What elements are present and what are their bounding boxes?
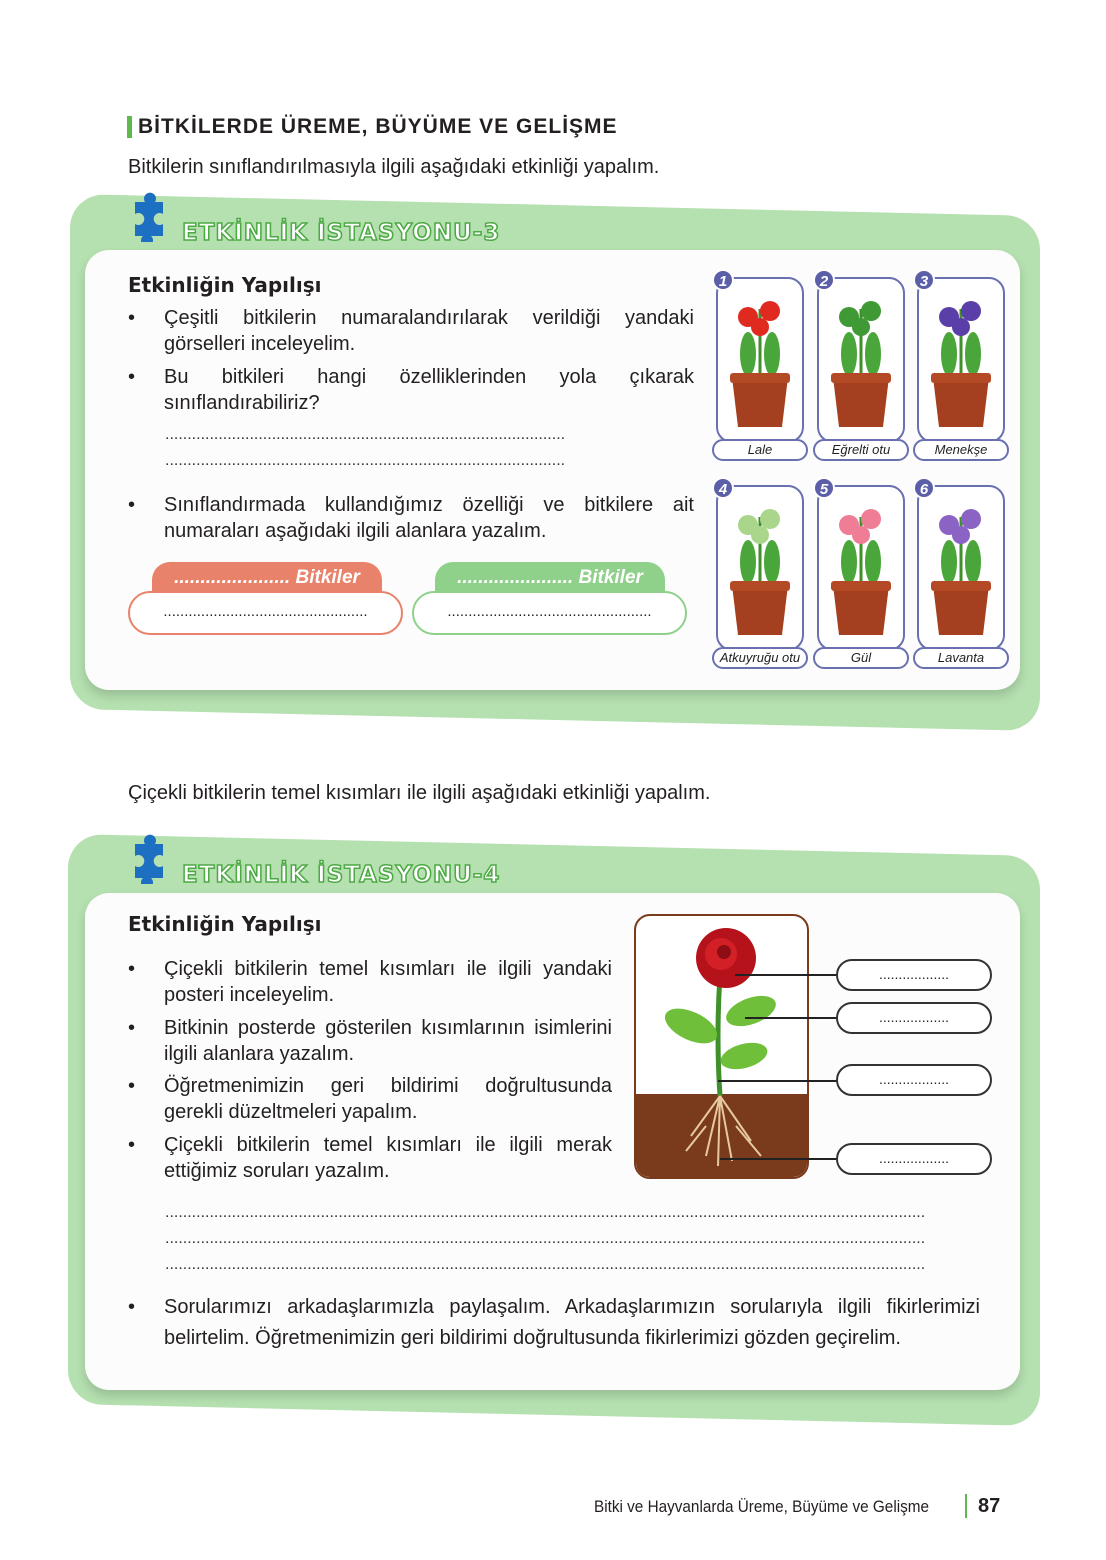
plant-pot-illustration (718, 279, 802, 439)
station3-title: ETKİNLİK İSTASYONU-3 (182, 220, 501, 246)
plant-number: 1 (712, 269, 734, 291)
bullet: • Bitkinin posterde gösterilen kısımlarının isimlerini ilgili alanlara yazalım. (128, 1015, 612, 1067)
plant-number: 4 (712, 477, 734, 499)
rose-plant-illustration (636, 916, 809, 1179)
footer-divider (965, 1494, 967, 1518)
plant-number: 6 (913, 477, 935, 499)
answer-line[interactable]: ........................................................................................................................................................................... (165, 1230, 926, 1247)
answer-line[interactable]: .......................................................................................... (165, 426, 566, 443)
category-tab: ...................... Bitkiler (152, 562, 382, 594)
category-answer-box[interactable]: ................................................. (412, 591, 687, 635)
plant-name-label: Menekşe (913, 439, 1009, 461)
intro-text-2: Çiçekli bitkilerin temel kısımları ile ilgili aşağıdaki etkinliği yapalım. (128, 782, 711, 804)
plant-pot-illustration (819, 487, 903, 647)
answer-line[interactable]: ........................................................................................................................................................................... (165, 1256, 926, 1273)
puzzle-icon (127, 192, 171, 242)
bullet: • Çeşitli bitkilerin numaralandırılarak verildiği yandaki görselleri inceleyelim. (128, 305, 694, 357)
plant-pot-illustration (919, 487, 1003, 647)
bullet: • Bu bitkileri hangi özelliklerinden yola çıkarak sınıflandırabiliriz? (128, 364, 694, 416)
pointer-line (735, 974, 837, 976)
puzzle-icon (127, 834, 171, 884)
plant-number: 2 (813, 269, 835, 291)
bullet: • Sorularımızı arkadaşlarımızla paylaşalım. Arkadaşlarımızın sorularıyla ilgili fikirlerimizi belirtelim. Öğretmenimizin geri bildirimi doğrultusunda fikirlerimizi gözden geçirelim. (128, 1292, 980, 1354)
plant-card (817, 485, 905, 651)
pointer-line (720, 1158, 837, 1160)
plant-pot-illustration (819, 279, 903, 439)
intro-text: Bitkilerin sınıflandırılmasıyla ilgili aşağıdaki etkinliği yapalım. (128, 156, 660, 178)
bullet: • Çiçekli bitkilerin temel kısımları ile ilgili merak ettiğimiz soruları yazalım. (128, 1132, 612, 1184)
answer-line[interactable]: ........................................................................................................................................................................... (165, 1204, 926, 1221)
plant-name-label: Atkuyruğu otu (712, 647, 808, 669)
answer-line[interactable]: .......................................................................................... (165, 452, 566, 469)
plant-number: 5 (813, 477, 835, 499)
part-label-leaf[interactable]: .................. (836, 1002, 992, 1034)
category-answer-box[interactable]: ................................................. (128, 591, 403, 635)
plant-card (917, 277, 1005, 443)
plant-card (716, 277, 804, 443)
bullet: • Çiçekli bitkilerin temel kısımları ile ilgili yandaki posteri inceleyelim. (128, 956, 612, 1008)
plant-card (817, 277, 905, 443)
plant-pot-illustration (919, 279, 1003, 439)
plant-name-label: Lavanta (913, 647, 1009, 669)
station4-title: ETKİNLİK İSTASYONU-4 (182, 862, 501, 888)
page-number: 87 (978, 1495, 1001, 1517)
footer-text: Bitki ve Hayvanlarda Üreme, Büyüme ve Gelişme (594, 1497, 930, 1516)
plant-card (917, 485, 1005, 651)
bullet: • Öğretmenimizin geri bildirimi doğrultusunda gerekli düzeltmeleri yapalım. (128, 1073, 612, 1125)
pointer-line (718, 1080, 837, 1082)
bullet: • Sınıflandırmada kullandığımız özelliği ve bitkilere ait numaraları aşağıdaki ilgili alanlara yazalım. (128, 492, 694, 544)
plant-name-label: Lale (712, 439, 808, 461)
plant-pot-illustration (718, 487, 802, 647)
station4-subtitle: Etkinliğin Yapılışı (128, 912, 322, 936)
plant-name-label: Eğrelti otu (813, 439, 909, 461)
category-tab: ...................... Bitkiler (435, 562, 665, 594)
station3-subtitle: Etkinliğin Yapılışı (128, 273, 322, 297)
part-label-stem[interactable]: .................. (836, 1064, 992, 1096)
plant-card (716, 485, 804, 651)
part-label-flower[interactable]: .................. (836, 959, 992, 991)
plant-number: 3 (913, 269, 935, 291)
part-label-root[interactable]: .................. (836, 1143, 992, 1175)
flower-poster (634, 914, 809, 1179)
pointer-line (745, 1017, 837, 1019)
plant-name-label: Gül (813, 647, 909, 669)
section-title: BİTKİLERDE ÜREME, BÜYÜME VE GELİŞME (127, 116, 618, 138)
